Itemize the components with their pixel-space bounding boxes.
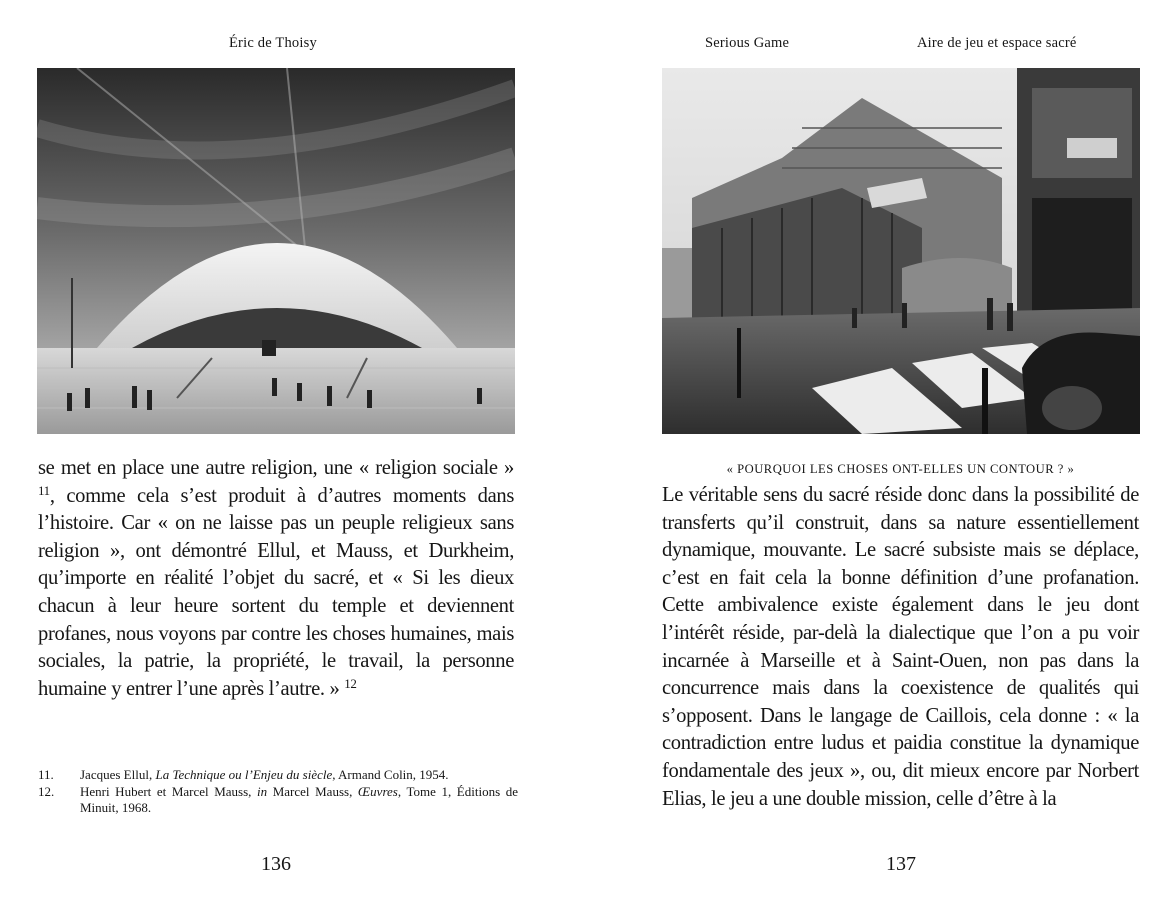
left-page bbox=[0, 0, 560, 912]
footnote-text bbox=[80, 784, 518, 816]
footnote-author: Marcel Mauss, bbox=[267, 784, 358, 799]
section-heading: « POURQUOI LES CHOSES ONT-ELLES UN CONTOUR ? » bbox=[726, 462, 1075, 476]
footnote-12 bbox=[38, 784, 518, 816]
right-body-paragraph: Le véritable sens du sacré réside donc dans la possibilité de transferts qu’il construit, dans sa nature essentiellement dynamique, mouvante. Le sacré subsiste mais se déplace, c’est en fait cela la bonne définition d’une profanation. Cette ambivalence existe également dans le jeu dont l’intérêt réside, par-delà la dialectique que l’on a pu voir incarnée à Marseille et à Saint-Ouen, non pas dans la concurrence mais dans la coexistence de qualités qui s’opposent. Dans le langage de Caillois, cela donne : « la contradiction entre ludus et paidia constitue la dynamique fondamentale des jeux », ou, dit mieux encore par Norbert Elias, le jeu a une double mission, celle d’être à la bbox=[662, 484, 1139, 810]
stadium-photo bbox=[37, 68, 515, 434]
body-text-part: se met en place une autre religion, une « religion sociale » bbox=[38, 457, 514, 479]
footnote-ref-12[interactable]: 12 bbox=[344, 675, 357, 691]
body-text-part: , comme cela s’est produit à d’autres moments dans l’histoire. Car « on ne laisse pas un peuple religieux sans religion », ont démontré Ellul, et Mauss, et Durkheim, qu’importe en réalité l’objet du sacré, et « Si les dieux chacun à leur heure sortent du temple et deviennent profanes, nous voyons par contre les choses humaines, mais sociales, la patrie, la propriété, le travail, la personne humaine y entrer l’une après l’autre. » bbox=[38, 484, 514, 700]
footnote-publisher: , Tome 1, Éditions de Minuit, 1968. bbox=[80, 784, 518, 815]
page-number: 136 bbox=[261, 853, 291, 875]
right-page bbox=[590, 0, 1176, 912]
running-head-author: Éric de Thoisy bbox=[229, 35, 317, 51]
footnote-text bbox=[80, 767, 518, 783]
stadium-photo-icon bbox=[37, 68, 515, 434]
footnote-11 bbox=[38, 767, 518, 783]
street-photo-icon bbox=[662, 68, 1140, 434]
footnote-publisher: , Armand Colin, 1954. bbox=[332, 767, 449, 782]
footnote-author: Jacques Ellul, bbox=[80, 767, 156, 782]
footnote-title: La Technique ou l’Enjeu du siècle bbox=[155, 767, 333, 782]
footnote-in: in bbox=[257, 784, 268, 799]
running-head-book: Serious Game bbox=[705, 35, 790, 51]
page-number: 137 bbox=[886, 853, 916, 875]
footnotes bbox=[38, 767, 518, 817]
footnote-number: 11. bbox=[38, 767, 54, 782]
footnote-number: 12. bbox=[38, 784, 55, 799]
footnote-author: Henri Hubert et Marcel Mauss, bbox=[80, 784, 258, 799]
footnote-ref-11[interactable]: 11 bbox=[38, 482, 50, 498]
left-body-paragraph bbox=[38, 455, 514, 703]
street-photo bbox=[662, 68, 1140, 434]
running-head-chapter: Aire de jeu et espace sacré bbox=[917, 35, 1077, 51]
footnote-title: Œuvres bbox=[357, 784, 398, 799]
